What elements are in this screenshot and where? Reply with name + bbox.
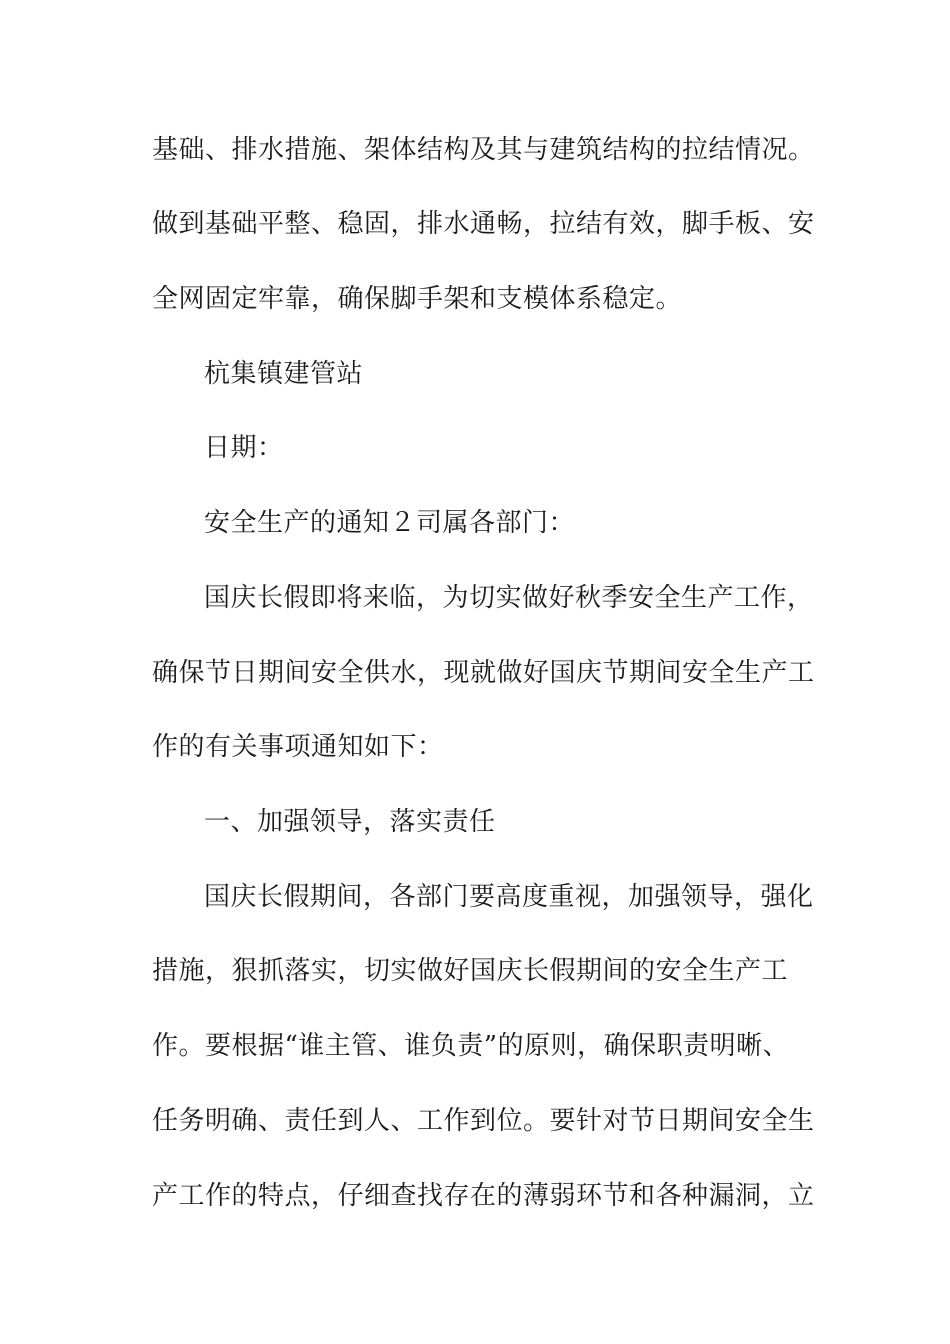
notice-heading: 安全生产的通知２司属各部门： (204, 508, 576, 538)
text-line-8: 确保节日期间安全供水，现就做好国庆节期间安全生产工 (152, 658, 815, 688)
text-line-13: 作。要根据“谁主管、谁负责”的原则，确保职责明晰、 (152, 1031, 790, 1061)
section-heading-1: 一、加强领导，落实责任 (204, 807, 496, 837)
text-line-7: 国庆长假即将来临，为切实做好秋季安全生产工作， (204, 583, 814, 613)
text-line-9: 作的有关事项通知如下： (152, 732, 444, 762)
text-line-12: 措施，狠抓落实，切实做好国庆长假期间的安全生产工 (152, 956, 789, 986)
text-line-2: 做到基础平整、稳固，排水通畅，拉结有效，脚手板、安 (152, 209, 815, 239)
text-line-14: 任务明确、责任到人、工作到位。要针对节日期间安全生 (152, 1106, 815, 1136)
signature-organization: 杭集镇建管站 (204, 359, 364, 389)
text-line-11: 国庆长假期间，各部门要高度重视，加强领导，强化 (204, 882, 814, 912)
text-line-15: 产工作的特点，仔细查找存在的薄弱环节和各种漏洞，立 (152, 1181, 815, 1211)
text-line-1: 基础、排水措施、架体结构及其与建筑结构的拉结情况。 (152, 135, 815, 165)
date-label: 日期： (204, 433, 284, 463)
text-line-3: 全网固定牢靠，确保脚手架和支模体系稳定。 (152, 284, 683, 314)
